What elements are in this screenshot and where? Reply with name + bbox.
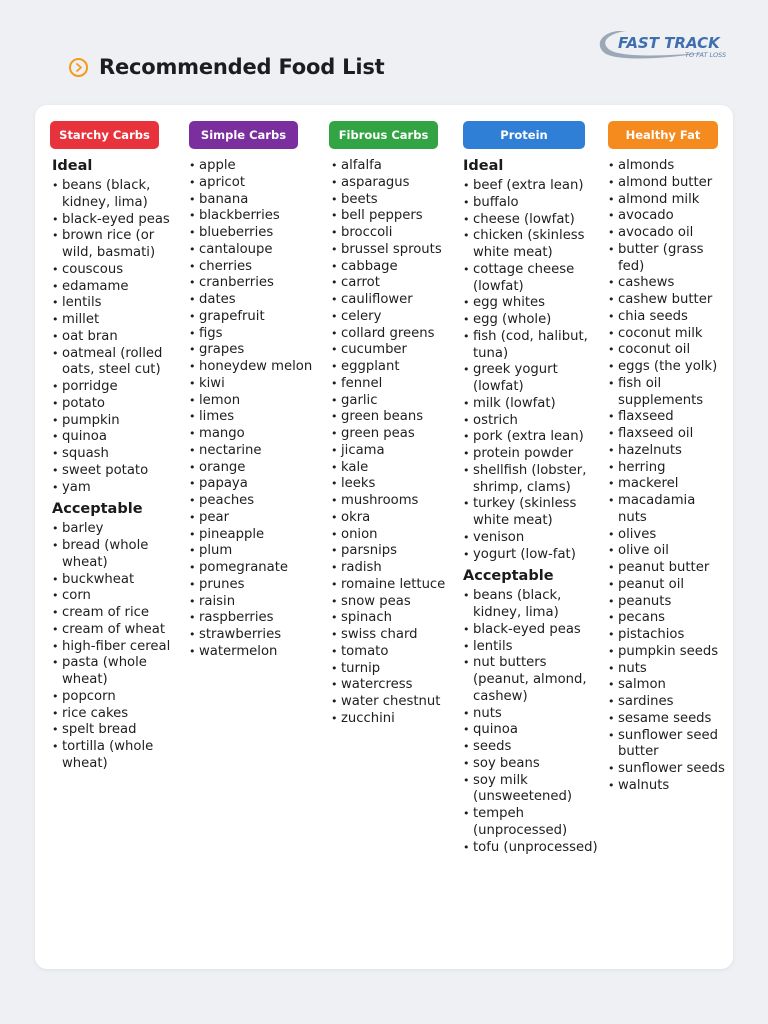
category-header-3: Fibrous Carbs <box>329 121 438 149</box>
food-item: • salmon <box>608 677 728 694</box>
food-item: • peaches <box>189 493 314 510</box>
food-item: • pomegranate <box>189 560 314 577</box>
food-item: • brussel sprouts <box>331 242 451 259</box>
food-item: • quinoa <box>52 429 172 446</box>
food-item: • butter (grass fed) <box>608 242 728 276</box>
food-item: • peanuts <box>608 594 728 611</box>
food-item: • honeydew melon <box>189 359 314 376</box>
food-item: • asparagus <box>331 175 451 192</box>
food-item: • egg (whole) <box>463 312 603 329</box>
food-item: • flaxseed <box>608 409 728 426</box>
food-item: • cabbage <box>331 259 451 276</box>
food-item: • cottage cheese (lowfat) <box>463 262 603 296</box>
food-column-5 <box>608 158 728 795</box>
food-item: • mackerel <box>608 476 728 493</box>
food-item: • blueberries <box>189 225 314 242</box>
food-item: • leeks <box>331 476 451 493</box>
food-item: • chia seeds <box>608 309 728 326</box>
food-item: • bell peppers <box>331 208 451 225</box>
food-item: • strawberries <box>189 627 314 644</box>
food-item: • plum <box>189 543 314 560</box>
food-item: • watermelon <box>189 644 314 661</box>
food-item: • porridge <box>52 379 172 396</box>
food-item: • cashews <box>608 275 728 292</box>
food-item: • flaxseed oil <box>608 426 728 443</box>
section-heading: Acceptable <box>52 501 143 518</box>
food-item: • seeds <box>463 739 603 756</box>
food-item: • beef (extra lean) <box>463 178 603 195</box>
food-item: • coconut oil <box>608 342 728 359</box>
food-item: • black-eyed peas <box>52 212 172 229</box>
category-header-5: Healthy Fat <box>608 121 718 149</box>
food-item: • swiss chard <box>331 627 451 644</box>
food-item: • spinach <box>331 610 451 627</box>
food-item: • apricot <box>189 175 314 192</box>
food-item: • pumpkin seeds <box>608 644 728 661</box>
food-item: • olives <box>608 527 728 544</box>
food-list <box>331 158 451 728</box>
food-item: • cucumber <box>331 342 451 359</box>
food-item: • coconut milk <box>608 326 728 343</box>
food-column-2 <box>189 158 314 661</box>
food-item: • egg whites <box>463 295 603 312</box>
food-item: • sesame seeds <box>608 711 728 728</box>
section-heading: Ideal <box>52 158 93 174</box>
food-item: • sunflower seed butter <box>608 728 728 762</box>
food-item: • mushrooms <box>331 493 451 510</box>
food-item: • cashew butter <box>608 292 728 309</box>
food-item: • soy beans <box>463 756 603 773</box>
food-item: • high-fiber cereal <box>52 639 172 656</box>
food-item: • pecans <box>608 610 728 627</box>
food-item: • eggs (the yolk) <box>608 359 728 376</box>
logo-main-text: FAST TRACK <box>618 34 720 52</box>
food-item: • grapes <box>189 342 314 359</box>
food-item: • fennel <box>331 376 451 393</box>
food-item: • oatmeal (rolled oats, steel cut) <box>52 346 172 380</box>
food-item: • olive oil <box>608 543 728 560</box>
food-item: • water chestnut <box>331 694 451 711</box>
food-item: • black-eyed peas <box>463 622 603 639</box>
food-item: • figs <box>189 326 314 343</box>
food-item: • broccoli <box>331 225 451 242</box>
food-item: • squash <box>52 446 172 463</box>
food-item: • beets <box>331 192 451 209</box>
food-item: • almond milk <box>608 192 728 209</box>
food-item: • raisin <box>189 594 314 611</box>
fast-track-logo <box>592 24 744 66</box>
food-item: • fish oil supplements <box>608 376 728 410</box>
food-item: • pistachios <box>608 627 728 644</box>
food-item: • popcorn <box>52 689 172 706</box>
food-item: • edamame <box>52 279 172 296</box>
food-item: • green peas <box>331 426 451 443</box>
food-item: • kiwi <box>189 376 314 393</box>
food-list-card <box>35 105 733 969</box>
food-item: • millet <box>52 312 172 329</box>
food-item: • alfalfa <box>331 158 451 175</box>
food-list <box>463 178 603 563</box>
chevron-right-circle-icon <box>69 58 88 77</box>
food-item: • blackberries <box>189 208 314 225</box>
food-item: • tofu (unprocessed) <box>463 840 603 857</box>
food-item: • banana <box>189 192 314 209</box>
food-item: • cauliflower <box>331 292 451 309</box>
food-item: • raspberries <box>189 610 314 627</box>
food-item: • soy milk (unsweetened) <box>463 773 603 807</box>
food-item: • lentils <box>52 295 172 312</box>
food-item: • watercress <box>331 677 451 694</box>
food-item: • brown rice (or wild, basmati) <box>52 228 172 262</box>
food-item: • collard greens <box>331 326 451 343</box>
food-item: • papaya <box>189 476 314 493</box>
food-item: • nectarine <box>189 443 314 460</box>
food-item: • walnuts <box>608 778 728 795</box>
food-item: • lentils <box>463 639 603 656</box>
food-item: • pineapple <box>189 527 314 544</box>
food-item: • jicama <box>331 443 451 460</box>
page-title: Recommended Food List <box>99 55 385 79</box>
food-item: • spelt bread <box>52 722 172 739</box>
food-item: • cream of wheat <box>52 622 172 639</box>
food-column-1 <box>52 158 172 773</box>
food-item: • limes <box>189 409 314 426</box>
food-item: • sunflower seeds <box>608 761 728 778</box>
food-item: • carrot <box>331 275 451 292</box>
food-item: • pork (extra lean) <box>463 429 603 446</box>
food-item: • nuts <box>608 661 728 678</box>
title-row <box>69 55 384 79</box>
food-item: • cherries <box>189 259 314 276</box>
food-item: • greek yogurt (lowfat) <box>463 362 603 396</box>
food-item: • barley <box>52 521 172 538</box>
food-item: • ostrich <box>463 413 603 430</box>
food-item: • corn <box>52 588 172 605</box>
food-item: • lemon <box>189 393 314 410</box>
food-item: • sweet potato <box>52 463 172 480</box>
category-header-2: Simple Carbs <box>189 121 298 149</box>
food-item: • pear <box>189 510 314 527</box>
food-item: • turnip <box>331 661 451 678</box>
food-item: • snow peas <box>331 594 451 611</box>
food-item: • tomato <box>331 644 451 661</box>
food-item: • radish <box>331 560 451 577</box>
food-item: • cantaloupe <box>189 242 314 259</box>
food-column-4 <box>463 158 603 856</box>
food-item: • onion <box>331 527 451 544</box>
food-item: • chicken (skinless white meat) <box>463 228 603 262</box>
food-item: • oat bran <box>52 329 172 346</box>
food-item: • beans (black, kidney, lima) <box>52 178 172 212</box>
food-item: • cream of rice <box>52 605 172 622</box>
food-list <box>189 158 314 661</box>
category-header-4: Protein <box>463 121 585 149</box>
food-item: • rice cakes <box>52 706 172 723</box>
food-item: • pasta (whole wheat) <box>52 655 172 689</box>
food-item: • almond butter <box>608 175 728 192</box>
food-item: • peanut butter <box>608 560 728 577</box>
food-item: • parsnips <box>331 543 451 560</box>
category-header-1: Starchy Carbs <box>50 121 159 149</box>
food-item: • pumpkin <box>52 413 172 430</box>
food-item: • macadamia nuts <box>608 493 728 527</box>
food-item: • fish (cod, halibut, tuna) <box>463 329 603 363</box>
food-item: • buckwheat <box>52 572 172 589</box>
food-item: • cranberries <box>189 275 314 292</box>
food-item: • zucchini <box>331 711 451 728</box>
food-item: • turkey (skinless white meat) <box>463 496 603 530</box>
logo-sub-text: TO FAT LOSS <box>685 51 727 59</box>
food-item: • venison <box>463 530 603 547</box>
food-item: • prunes <box>189 577 314 594</box>
food-list <box>52 521 172 772</box>
food-item: • protein powder <box>463 446 603 463</box>
food-item: • milk (lowfat) <box>463 396 603 413</box>
food-item: • nuts <box>463 706 603 723</box>
food-item: • hazelnuts <box>608 443 728 460</box>
food-item: • green beans <box>331 409 451 426</box>
food-item: • quinoa <box>463 722 603 739</box>
food-item: • okra <box>331 510 451 527</box>
food-item: • grapefruit <box>189 309 314 326</box>
section-heading: Ideal <box>463 158 504 174</box>
food-item: • kale <box>331 460 451 477</box>
food-item: • almonds <box>608 158 728 175</box>
food-item: • romaine lettuce <box>331 577 451 594</box>
food-item: • celery <box>331 309 451 326</box>
food-item: • avocado oil <box>608 225 728 242</box>
food-item: • buffalo <box>463 195 603 212</box>
food-item: • tempeh (unprocessed) <box>463 806 603 840</box>
food-item: • orange <box>189 460 314 477</box>
food-item: • peanut oil <box>608 577 728 594</box>
food-item: • nut butters (peanut, almond, cashew) <box>463 655 603 705</box>
food-list <box>52 178 172 496</box>
food-item: • apple <box>189 158 314 175</box>
food-item: • beans (black, kidney, lima) <box>463 588 603 622</box>
food-item: • sardines <box>608 694 728 711</box>
section-heading: Acceptable <box>463 568 554 585</box>
food-item: • mango <box>189 426 314 443</box>
food-item: • yogurt (low-fat) <box>463 547 603 564</box>
food-item: • eggplant <box>331 359 451 376</box>
food-item: • yam <box>52 480 172 497</box>
food-item: • garlic <box>331 393 451 410</box>
food-item: • shellfish (lobster, shrimp, clams) <box>463 463 603 497</box>
food-column-3 <box>331 158 451 728</box>
food-item: • bread (whole wheat) <box>52 538 172 572</box>
food-item: • potato <box>52 396 172 413</box>
food-item: • cheese (lowfat) <box>463 212 603 229</box>
food-item: • avocado <box>608 208 728 225</box>
food-item: • dates <box>189 292 314 309</box>
food-item: • herring <box>608 460 728 477</box>
food-item: • tortilla (whole wheat) <box>52 739 172 773</box>
food-list <box>608 158 728 795</box>
food-item: • couscous <box>52 262 172 279</box>
food-list <box>463 588 603 856</box>
